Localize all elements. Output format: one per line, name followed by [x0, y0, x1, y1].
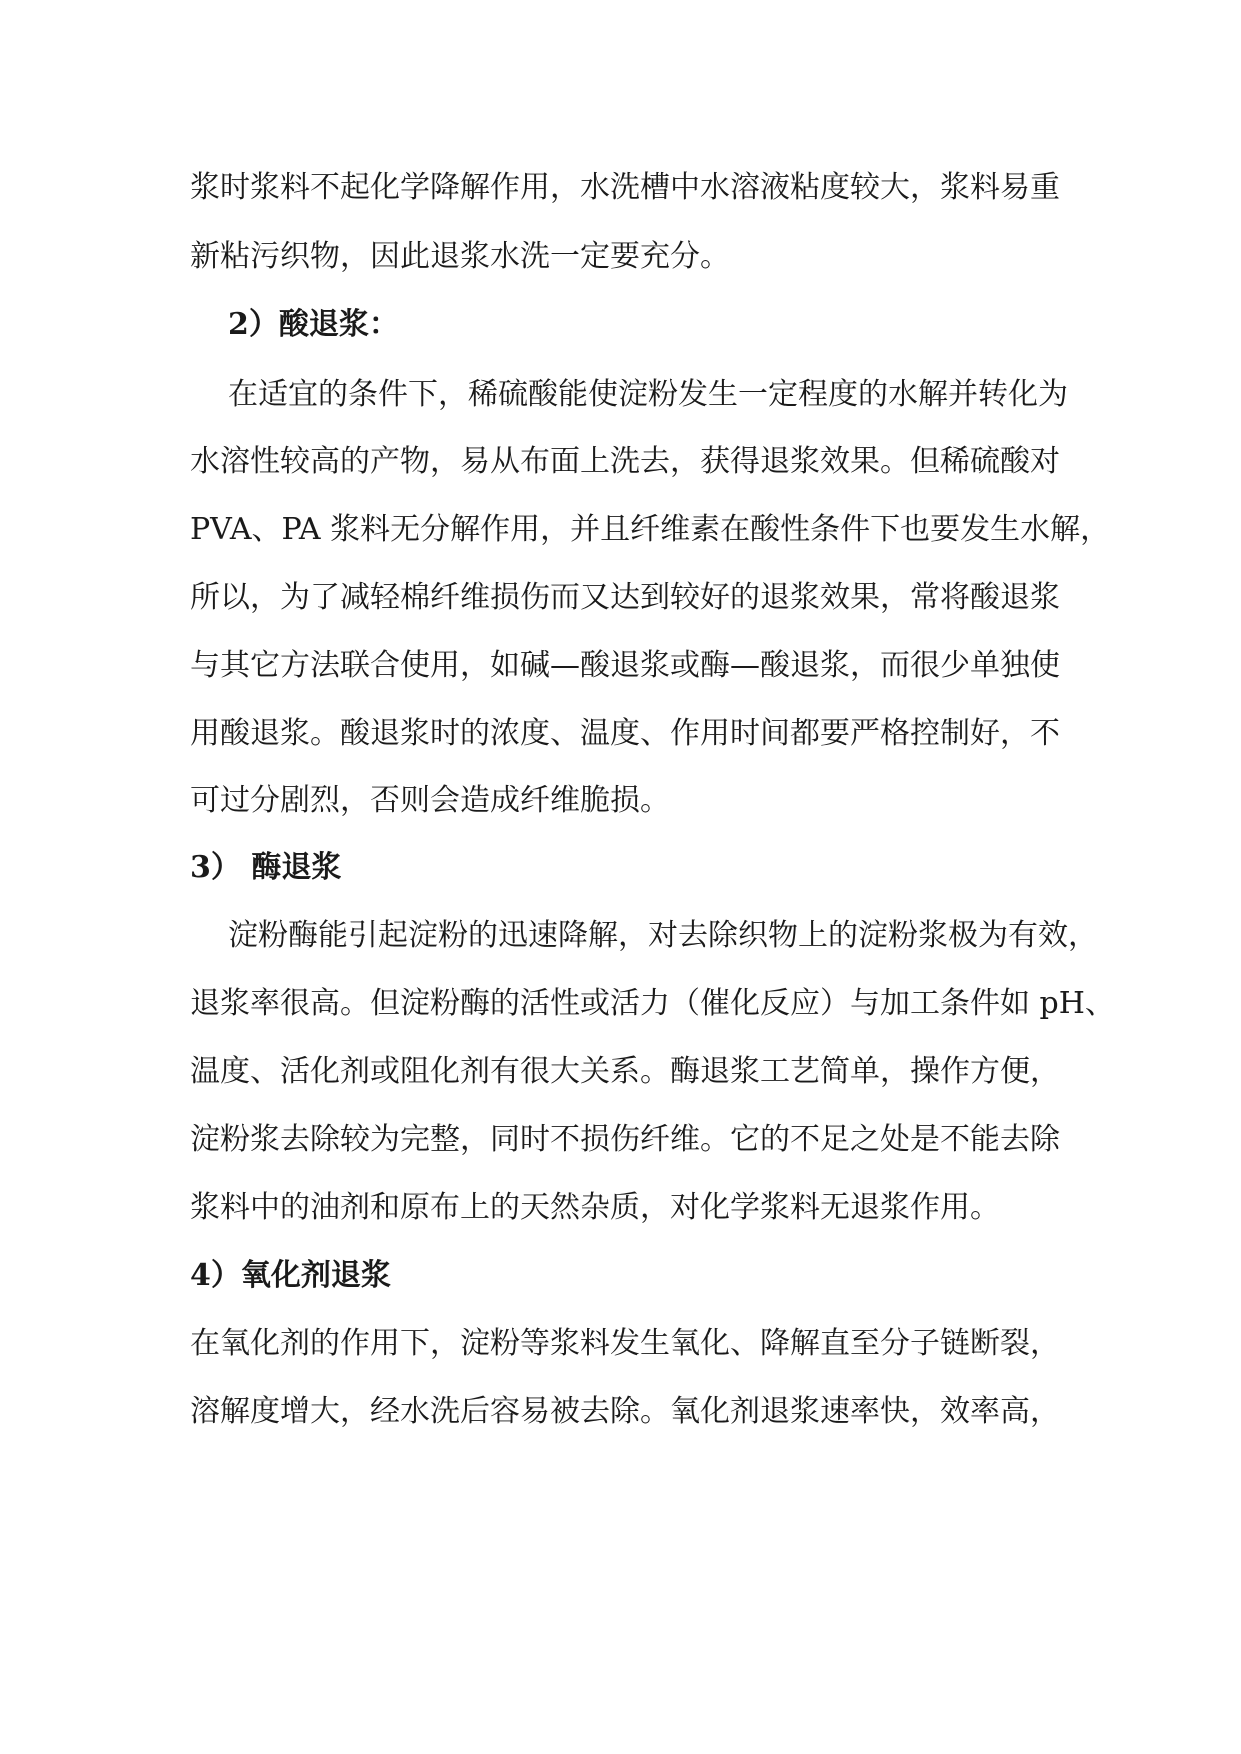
- body-text-line: 在氧化剂的作用下，淀粉等浆料发生氧化、降解直至分子链断裂，: [190, 1326, 1060, 1361]
- body-text-line: 所以，为了减轻棉纤维损伤而又达到较好的退浆效果，常将酸退浆: [190, 580, 1060, 615]
- section-heading-acid-desizing: 2）酸退浆：: [228, 307, 399, 342]
- body-text-line: 淀粉浆去除较为完整，同时不损伤纤维。它的不足之处是不能去除: [190, 1122, 1060, 1157]
- body-text-line: 溶解度增大，经水洗后容易被去除。氧化剂退浆速率快，效率高，: [190, 1394, 1060, 1429]
- body-text-line: PVA、PA 浆料无分解作用，并且纤维素在酸性条件下也要发生水解，: [190, 512, 1111, 547]
- body-text-line: 用酸退浆。酸退浆时的浓度、温度、作用时间都要严格控制好，不: [190, 716, 1060, 751]
- body-text-line: 淀粉酶能引起淀粉的迅速降解，对去除织物上的淀粉浆极为有效，: [228, 918, 1098, 953]
- body-text-line: 水溶性较高的产物，易从布面上洗去，获得退浆效果。但稀硫酸对: [190, 444, 1060, 479]
- section-heading-enzyme-desizing: 3） 酶退浆: [190, 850, 342, 885]
- body-text-line: 与其它方法联合使用，如碱—酸退浆或酶—酸退浆，而很少单独使: [190, 648, 1060, 683]
- body-text-line: 可过分剧烈，否则会造成纤维脆损。: [190, 783, 670, 818]
- body-text-line: 在适宜的条件下，稀硫酸能使淀粉发生一定程度的水解并转化为: [228, 377, 1068, 412]
- body-text-line: 浆时浆料不起化学降解作用，水洗槽中水溶液粘度较大，浆料易重: [190, 170, 1060, 205]
- body-text-line: 浆料中的油剂和原布上的天然杂质，对化学浆料无退浆作用。: [190, 1190, 1000, 1225]
- section-heading-oxidant-desizing: 4）氧化剂退浆: [190, 1258, 391, 1293]
- body-text-line: 退浆率很高。但淀粉酶的活性或活力（催化反应）与加工条件如 pH、: [190, 986, 1115, 1021]
- body-text-line: 温度、活化剂或阻化剂有很大关系。酶退浆工艺简单，操作方便，: [190, 1054, 1060, 1089]
- body-text-line: 新粘污织物，因此退浆水洗一定要充分。: [190, 239, 730, 274]
